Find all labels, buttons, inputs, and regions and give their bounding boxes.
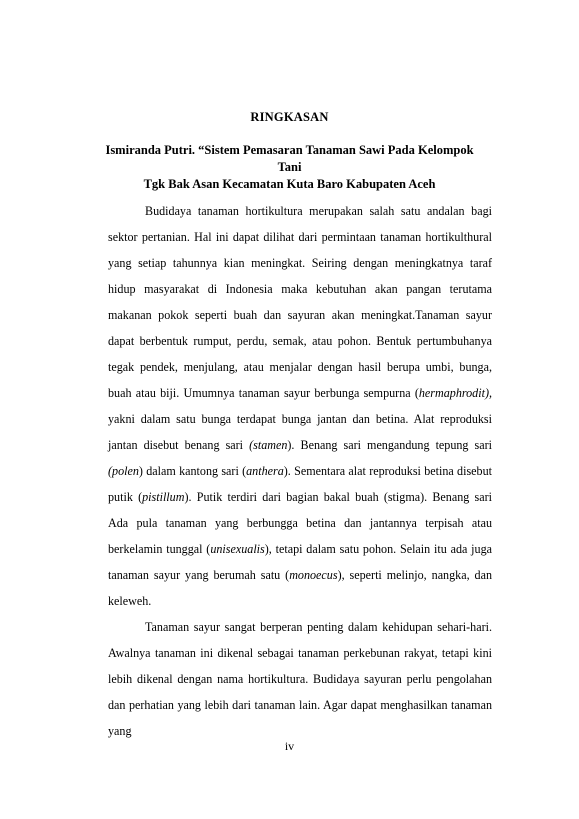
italic-term: (stamen	[249, 438, 288, 452]
italic-term: monoecus	[289, 568, 338, 582]
text-run: ). Putik terdiri dari bagian bakal buah (stigma). Benang sari Ada pula tanaman yang berbungga betina dan jantannya terpisah atau berkelamin tunggal (	[108, 490, 492, 556]
subtitle-line-1: Ismiranda Putri. “Sistem Pemasaran Tanaman Sawi Pada Kelompok Tani	[105, 143, 474, 174]
subtitle-line-2: Tgk Bak Asan Kecamatan Kuta Baro Kabupaten Aceh	[143, 177, 436, 191]
italic-term: unisexualis	[210, 542, 265, 556]
text-run: ). Sementara alat reproduksi betina disebut putik (	[108, 464, 492, 504]
author-and-thesis-title	[100, 142, 479, 193]
italic-term: hermaphrodit),	[418, 386, 492, 400]
text-run: ), tetapi dalam satu pohon. Selain itu ada juga tanaman sayur yang berumah satu (	[108, 542, 493, 582]
italic-term: anthera	[246, 464, 284, 478]
text-run: ) dalam kantong sari (	[138, 464, 247, 478]
text-run: Budidaya tanaman hortikultura merupakan salah satu andalan bagi sektor pertanian. Hal ini dapat dilihat dari permintaan tanaman hortikulthural yang setiap tahunnya kian meningkat. Seiring dengan meningkatnya taraf hidup masyarakat di Indonesia maka kebutuhan akan pangan terutama makanan pokok seperti buah dan sayuran akan meningkat.Tanaman sayur dapat berbentuk rumput, perdu, semak, atau pohon. Bentuk pertumbuhanya tegak pendek, menjulang, atau menjalar dengan hasil berupa umbi, bunga, buah atau biji. Umumnya tanaman sayur berbunga sempurna (	[108, 204, 492, 400]
italic-term: pistillum	[142, 490, 185, 504]
text-run: ), seperti melinjo, nangka, dan keleweh.	[108, 568, 492, 608]
italic-term: (polen	[108, 464, 139, 478]
text-run: ). Benang sari mengandung tepung sari	[287, 438, 492, 452]
paragraph-2: Tanaman sayur sangat berperan penting dalam kehidupan sehari-hari. Awalnya tanaman ini dikenal sebagai tanaman perkebunan rakyat, tetapi kini lebih dikenal dengan nama hortikultura. Budidaya sayuran perlu pengolahan dan perhatian yang lebih dari tanaman lain. Agar dapat menghasilkan tanaman yang	[108, 620, 492, 738]
text-run: yakni dalam satu bunga terdapat bunga jantan dan betina. Alat reproduksi jantan disebut benang sari	[108, 412, 492, 452]
paragraph-1	[108, 198, 492, 614]
summary-body	[108, 198, 492, 744]
page-number: iv	[284, 739, 295, 753]
page-title: RINGKASAN	[250, 110, 329, 124]
